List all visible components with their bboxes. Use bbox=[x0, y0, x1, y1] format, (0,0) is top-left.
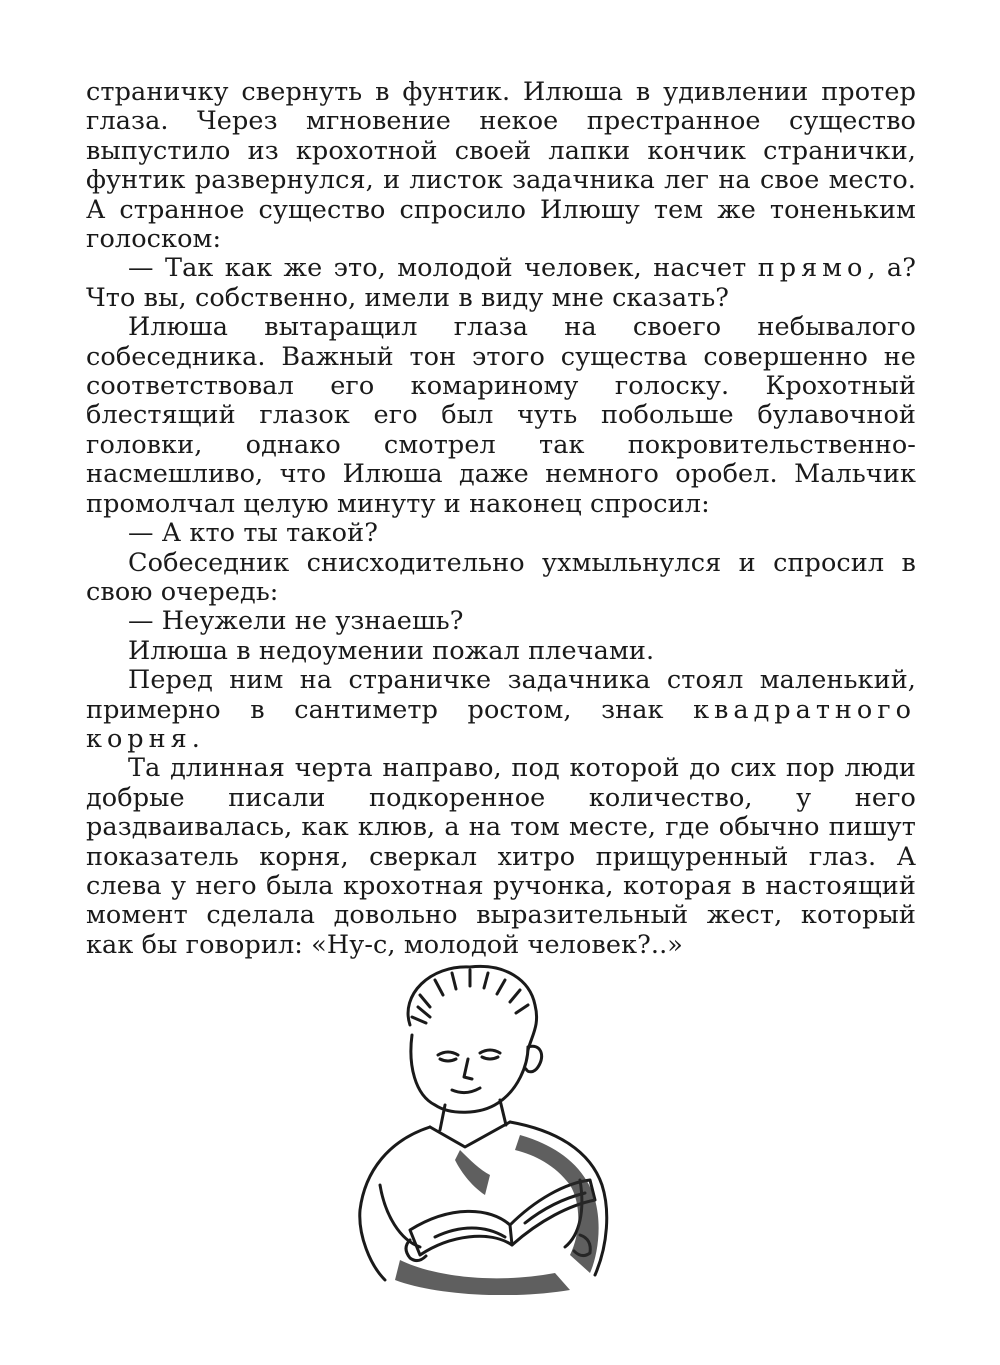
paragraph-4: — А кто ты такой? bbox=[128, 518, 379, 549]
sentence-part-2: . bbox=[191, 723, 200, 754]
face-outline bbox=[411, 1035, 528, 1112]
paragraph-6: — Неужели не узнаешь? bbox=[128, 606, 464, 637]
paragraph-9: Та длинная черта направо, под которой до сих пор люди добрые писали подкоренное количество, у него раздваивалась, как клюв, а на том месте, где обычно пишут показатель корня, сверкал хитро прищуренный глаз. А слева у него была крохотная ручонка, которая в настоящий момент сделала довольно выразительный жест, который как бы говорил: «Ну-с, молодой человек?..» bbox=[86, 753, 916, 960]
hair-outline bbox=[408, 966, 537, 1050]
paragraph-1: страничку свернуть в фунтик. Илюша в удивлении протер глаза. Через мгновение некое престранное существо выпустило из крохотной своей лапки кончик странички, фунтик развернулся, и листок задачника лег на свое место. А странное существо спросило Илюшу тем же тоненьким голоском: bbox=[86, 77, 916, 255]
paragraph-2 bbox=[86, 254, 916, 313]
paragraph-8 bbox=[86, 666, 916, 754]
paragraph-7: Илюша в недоумении пожал плечами. bbox=[128, 635, 655, 666]
book-page-text bbox=[86, 78, 916, 960]
dialogue-part-2: , а? Что вы, собственно, имели в виду мне сказать? bbox=[86, 253, 916, 313]
body-outline bbox=[360, 1127, 430, 1280]
spaced-phrase-square-root: квадратного корня bbox=[86, 694, 916, 754]
paragraph-3: Илюша вытаращил глаза на своего небывалого собеседника. Важный тон этого существа совершенно не соответствовал его комариному голоску. Крохотный блестящий глазок его был чуть побольше булавочной головки, однако смотрел так покровительственно-насмешливо, что Илюша даже немного оробел. Мальчик промолчал целую минуту и наконец спросил: bbox=[86, 312, 916, 519]
sentence-part-1: Перед ним на страничке задачника стоял маленький, примерно в сантиметр ростом, знак bbox=[86, 665, 916, 725]
paragraph-5: Собеседник снисходительно ухмыльнулся и спросил в свою очередь: bbox=[86, 547, 916, 607]
dialogue-part-1: — Так как же это, молодой человек, насчет bbox=[128, 253, 758, 284]
spaced-word-pryamo: прямо bbox=[757, 253, 868, 284]
boy-reading-illustration bbox=[340, 955, 650, 1295]
